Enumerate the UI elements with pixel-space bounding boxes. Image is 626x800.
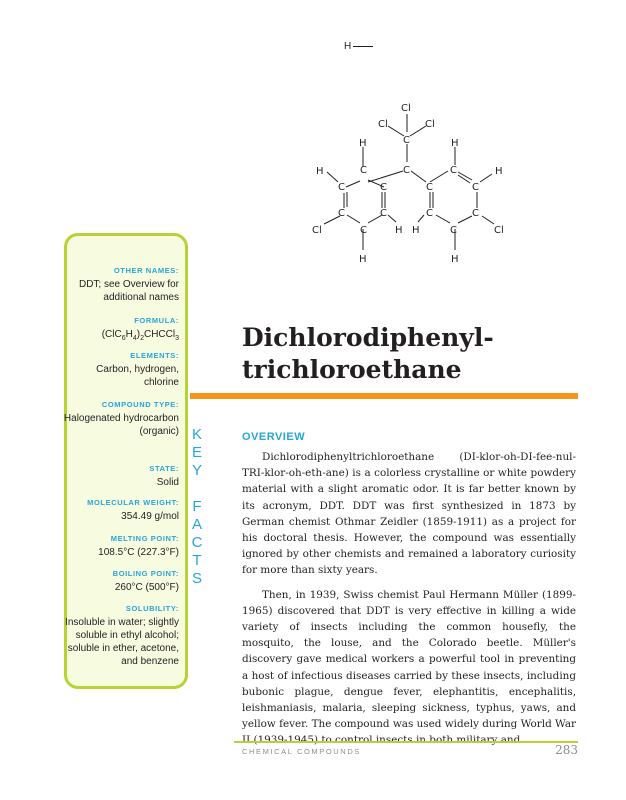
atom-c: C <box>360 225 367 236</box>
fact-label: ELEMENTS: <box>130 351 179 360</box>
fact-value: DDT; see Overview for additional names <box>78 279 179 303</box>
atom-c: C <box>450 165 457 176</box>
fact-compound-type <box>61 400 179 438</box>
atom-h: H <box>395 225 403 236</box>
atom-h: H <box>359 254 367 265</box>
fact-value: Halogenated hydrocarbon (organic) <box>63 413 179 437</box>
atom-cl: Cl <box>378 119 388 130</box>
fact-label: STATE: <box>149 464 179 473</box>
atom-c: C <box>472 182 479 193</box>
atom-h: H <box>359 138 367 149</box>
atom-c: C <box>450 225 457 236</box>
fact-formula <box>61 316 179 345</box>
title-line-1: Dichlorodiphenyl- <box>242 323 494 352</box>
atom-c: C <box>426 208 433 219</box>
atom-c: C <box>380 208 387 219</box>
fact-label: MOLECULAR WEIGHT: <box>87 498 179 507</box>
title-divider-bar <box>190 393 578 399</box>
fact-value: Insoluble in water; slightly soluble in ethyl alcohol; soluble in ether, acetone, and benzene <box>65 617 179 667</box>
atom-h: H <box>451 138 459 149</box>
atom-cl: Cl <box>494 225 504 236</box>
fact-value: 354.49 g/mol <box>121 511 179 522</box>
atom-c: C <box>403 165 410 176</box>
atom-h: H <box>495 166 503 177</box>
atom-h: H <box>412 225 420 236</box>
atom-c: C <box>360 165 367 176</box>
fact-molecular-weight <box>61 498 179 523</box>
title-line-2: trichloroethane <box>242 355 462 384</box>
fact-label: BOILING POINT: <box>112 569 179 578</box>
overview-paragraph-2: Then, in 1939, Swiss chemist Paul Hermann Müller (1899-1965) discovered that DDT is very effective in killing a wide variety of insects including the common housefly, the mosquito, the louse, and the Colorado beetle. Müller's discovery gave medical workers a powerful tool in preventing a host of infectious diseases carried by these insects, including bubonic plague, dengue fever, elephantitis, encephalitis, leishmaniasis, malaria, sleeping sickness, typhus, yaws, and yellow fever. The compound was used widely during World War <box>242 588 576 731</box>
atom-c: C <box>426 182 433 193</box>
atom-c: C <box>380 182 387 193</box>
atom-h: H <box>451 254 459 265</box>
atom-c: C <box>403 135 410 146</box>
atom-cl: Cl <box>425 119 435 130</box>
fact-other-names <box>61 266 179 304</box>
overview-paragraph-1: Dichlorodiphenyltrichloroethane (DI-klor-oh-DI-fee-nul-TRI-klor-oh-eth-ane) is a colorless crystalline or white powdery material with a slight aromatic odor. It is far better known by its acronym, DDT. DDT was first synthesized in 1873 by German chemist Othmar Zeidler (1859-1911) as a project for his doctoral thesis. However, the compound was essentially ignored by other chemists and remained a laboratory curiosity for more than sixty years. <box>242 451 576 577</box>
overview-heading: OVERVIEW <box>242 431 306 443</box>
fact-label: OTHER NAMES: <box>113 266 179 275</box>
atom-c: C <box>472 208 479 219</box>
fact-state <box>61 464 179 489</box>
footer-section-name: CHEMICAL COMPOUNDS <box>242 747 361 756</box>
structure-fragment-top <box>344 41 373 52</box>
fact-label: COMPOUND TYPE: <box>101 400 179 409</box>
fact-label: MELTING POINT: <box>110 534 179 543</box>
fact-value: 260°C (500°F) <box>114 582 179 593</box>
page-number: 283 <box>555 743 578 757</box>
bond-line <box>353 46 373 47</box>
atom-c: C <box>338 182 345 193</box>
atom-cl: Cl <box>312 225 322 236</box>
fact-melting-point <box>61 534 179 559</box>
fact-value: Carbon, hydrogen, chlorine <box>96 364 179 388</box>
page-title <box>242 322 562 386</box>
fact-value: Solid <box>156 477 179 488</box>
fact-value: $(ClC_6H_4)_2CHCCl_3$ <box>101 329 179 342</box>
atom-cl: Cl <box>401 103 411 114</box>
overview-body <box>242 449 576 749</box>
ddt-structure-svg <box>300 92 530 272</box>
fact-solubility <box>61 604 179 668</box>
fact-label: FORMULA: <box>134 316 179 325</box>
atom-c: C <box>338 208 345 219</box>
fact-label: SOLUBILITY: <box>125 604 179 613</box>
atom-h: H <box>316 166 324 177</box>
fact-boiling-point <box>61 569 179 594</box>
key-facts-vertical-heading: K E Y F A C T S <box>191 426 203 587</box>
fact-elements <box>61 351 179 389</box>
key-facts-sidebar <box>64 233 188 689</box>
fact-value: 108.5°C (227.3°F) <box>98 547 179 558</box>
ddt-structure-diagram <box>300 92 530 272</box>
footer-rule <box>234 741 578 743</box>
hydrogen-label: H <box>344 41 352 52</box>
